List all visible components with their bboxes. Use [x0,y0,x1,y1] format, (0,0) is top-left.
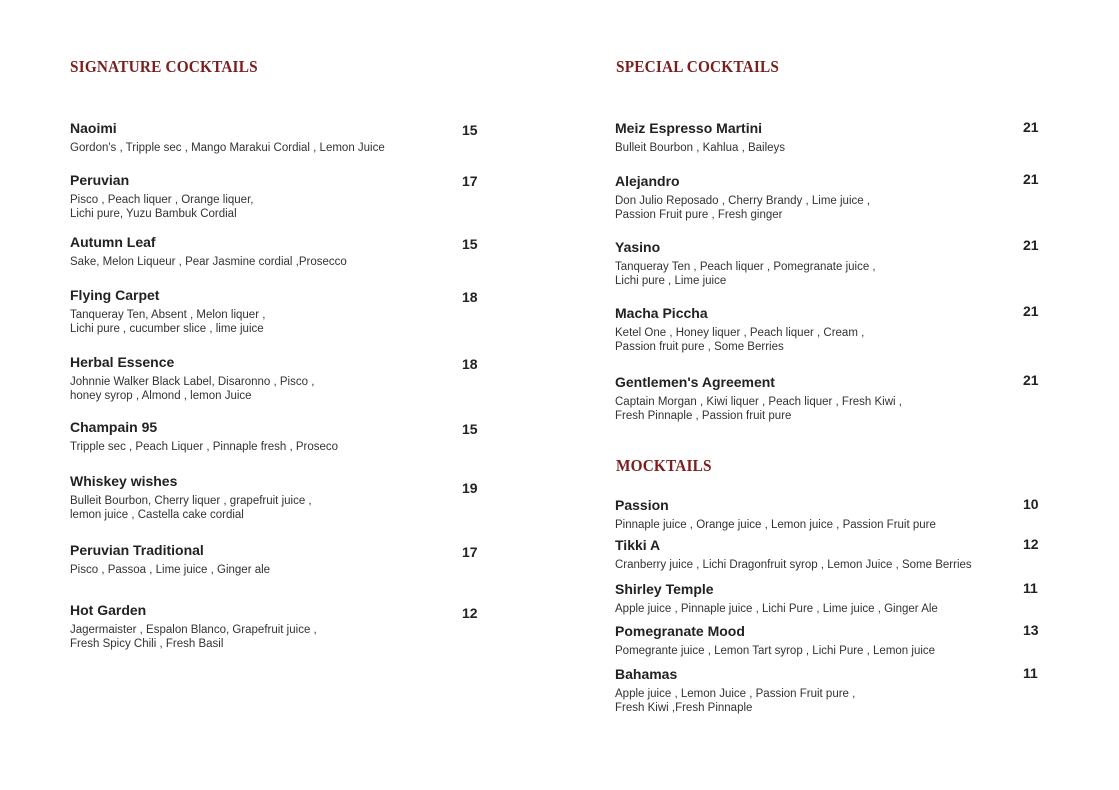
menu-item [70,234,347,270]
menu-item [70,473,312,522]
item-description: Pinnaple juice , Orange juice , Lemon juice , Passion Fruit pure [615,519,936,531]
item-name: Macha Piccha [615,305,708,321]
item-description: Tanqueray Ten , Peach liquer , Pomegranate juice , Lichi pure , Lime juice [615,261,876,287]
menu-item [615,581,938,617]
item-name: Alejandro [615,173,680,189]
item-name: Hot Garden [70,602,147,618]
item-price: 21 [1023,171,1039,187]
item-description: Bulleit Bourbon , Kahlua , Baileys [615,142,786,154]
item-price: 19 [462,480,478,496]
item-price: 11 [1023,665,1038,681]
item-description: Apple juice , Pinnaple juice , Lichi Pure , Lime juice , Ginger Ale [615,603,938,615]
item-description: Cranberry juice , Lichi Dragonfruit syrop , Lemon Juice , Some Berries [615,559,972,571]
item-description: Bulleit Bourbon, Cherry liquer , grapefruit juice , lemon juice , Castella cake cordial [70,495,312,521]
menu-item [615,239,876,288]
item-price: 10 [1023,496,1039,512]
item-name: Pomegranate Mood [615,623,745,639]
item-price: 18 [462,289,478,305]
menu-item [70,542,270,578]
item-price: 15 [462,421,478,437]
item-name: Whiskey wishes [70,473,178,489]
item-name: Meiz Espresso Martini [615,120,763,136]
item-price: 21 [1023,372,1039,388]
item-description: Ketel One , Honey liquer , Peach liquer , Cream , Passion fruit pure , Some Berries [615,327,865,353]
item-description: Gordon's , Tripple sec , Mango Marakui Cordial , Lemon Juice [70,142,385,154]
item-description: Pisco , Peach liquer , Orange liquer, Lichi pure, Yuzu Bambuk Cordial [70,194,254,220]
item-name: Peruvian [70,172,130,188]
menu-item [615,537,972,573]
item-name: Passion [615,497,669,513]
menu-item [615,497,936,533]
item-price: 12 [1023,536,1039,552]
item-name: Champain 95 [70,419,158,435]
item-price: 13 [1023,622,1039,638]
item-price: 21 [1023,303,1039,319]
menu-item [70,120,385,156]
menu-item [615,374,902,423]
item-price: 15 [462,236,478,252]
item-price: 21 [1023,119,1039,135]
signature-cocktails-heading: SIGNATURE COCKTAILS [70,57,258,76]
menu-item [70,602,317,651]
item-description: Jagermaister , Espalon Blanco, Grapefruit juice , Fresh Spicy Chili , Fresh Basil [70,624,317,650]
item-description: Johnnie Walker Black Label, Disaronno , Pisco , honey syrop , Almond , lemon Juice [70,376,315,402]
item-description: Tanqueray Ten, Absent , Melon liquer , Lichi pure , cucumber slice , lime juice [70,309,266,335]
item-price: 11 [1023,580,1038,596]
menu-item [615,666,855,715]
item-description: Don Julio Reposado , Cherry Brandy , Lime juice , Passion Fruit pure , Fresh ginger [615,195,871,221]
menu-item [70,172,253,221]
item-name: Gentlemen's Agreement [615,374,775,390]
item-name: Autumn Leaf [70,234,156,250]
menu-item [70,419,338,455]
item-description: Sake, Melon Liqueur , Pear Jasmine cordial ,Prosecco [70,256,347,268]
mocktails-heading: MOCKTAILS [616,456,712,475]
item-name: Naoimi [70,120,117,136]
item-description: Pomegrante juice , Lemon Tart syrop , Lichi Pure , Lemon juice [615,645,936,657]
item-price: 17 [462,544,478,560]
item-name: Flying Carpet [70,287,160,303]
item-name: Peruvian Traditional [70,542,204,558]
menu-item [615,305,864,354]
item-description: Apple juice , Lemon Juice , Passion Fruit pure , Fresh Kiwi ,Fresh Pinnaple [615,688,856,714]
item-price: 18 [462,356,478,372]
menu-item [615,623,935,659]
item-price: 15 [462,122,478,138]
item-name: Herbal Essence [70,354,175,370]
menu-item [70,287,265,336]
item-price: 12 [462,605,478,621]
item-description: Captain Morgan , Kiwi liquer , Peach liquer , Fresh Kiwi , Fresh Pinnaple , Passion fruit pure [615,396,902,422]
menu-item [615,173,870,222]
item-price: 21 [1023,237,1039,253]
item-name: Tikki A [615,537,661,553]
item-name: Yasino [615,239,661,255]
item-price: 17 [462,173,478,189]
item-description: Tripple sec , Peach Liquer , Pinnaple fresh , Proseco [70,441,339,453]
item-name: Shirley Temple [615,581,714,597]
special-cocktails-heading: SPECIAL COCKTAILS [616,57,780,76]
item-description: Pisco , Passoa , Lime juice , Ginger ale [70,564,271,576]
item-name: Bahamas [615,666,678,682]
menu-item [615,120,785,156]
menu-item [70,354,314,403]
